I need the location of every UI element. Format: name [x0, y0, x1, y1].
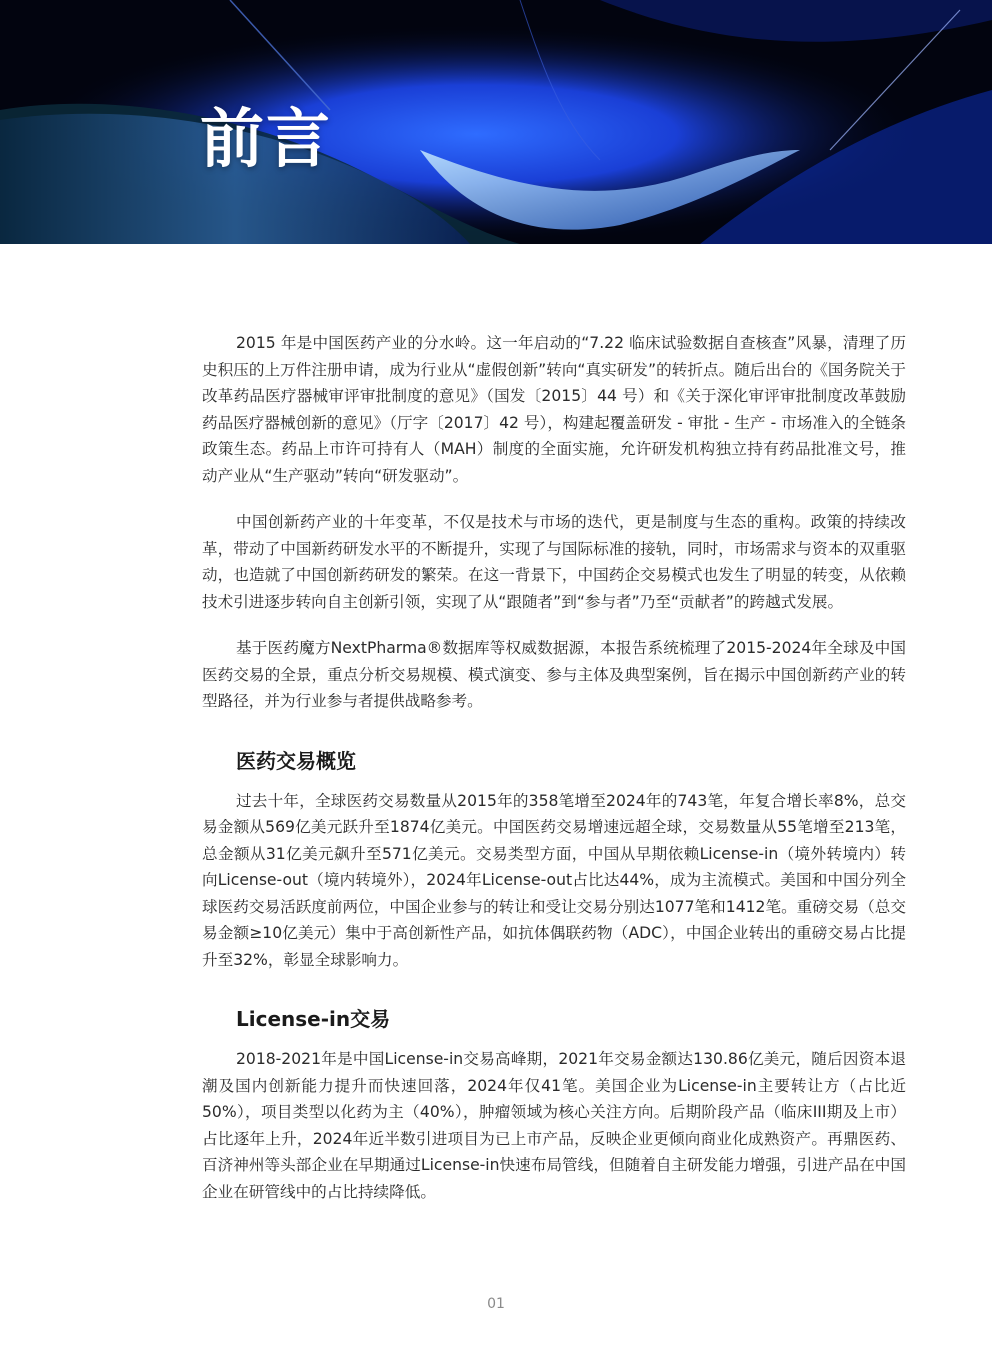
intro-paragraph-3: 基于医药魔方NextPharma®数据库等权威数据源，本报告系统梳理了2015-2024年全球及中国医药交易的全景，重点分析交易规模、模式演变、参与主体及典型案例，旨在揭示中国创新药产业的转型路径，并为行业参与者提供战略参考。 — [202, 639, 906, 710]
section-body-overview: 过去十年，全球医药交易数量从2015年的358笔增至2024年的743笔，年复合增长率8%，总交易金额从569亿美元跃升至1874亿美元。中国医药交易增速远超全球，交易数量从55笔增至213笔，总金额从31亿美元飙升至571亿美元。交易类型方面，中国从早期依赖License-in（境外转境内）转向License-out（境内转境外），2024年License-out占比达44%，成为主流模式。美国和中国分列全球医药交易活跃度前两位，中国企业参与的转让和受让交易分别达1077笔和1412笔。重磅交易（总交易金额≥10亿美元）集中于高创新性产品，如抗体偶联药物（ADC），中国企业转出的重磅交易占比提升至32%，彰显全球影响力。 — [202, 791, 906, 969]
intro-paragraph-1: 2015 年是中国医药产业的分水岭。这一年启动的“7.22 临床试验数据自查核查”风暴，清理了历史积压的上万件注册申请，成为行业从“虚假创新”转向“真实研发”的转折点。随后出台的《国务院关于改革药品医疗器械审评审批制度的意见》（国发〔2015〕44 号）和《关于深化审评审批制度改革鼓励药品医疗器械创新的意见》（厅字〔2017〕42 号），构建起覆盖研发 - 审批 - 生产 - 市场准入的全链条政策生态。药品上市许可持有人（MAH）制度的全面实施，允许研发机构独立持有药品批准文号，推动产业从“生产驱动”转向“研发驱动”。 — [202, 334, 906, 485]
section-heading-overview: 医药交易概览 — [236, 748, 356, 773]
intro-paragraph-2: 中国创新药产业的十年变革，不仅是技术与市场的迭代，更是制度与生态的重构。政策的持续改革，带动了中国新药研发水平的不断提升，实现了与国际标准的接轨，同时，市场需求与资本的双重驱动，也造就了中国创新药研发的繁荣。在这一背景下，中国药企交易模式也发生了明显的转变，从依赖技术引进逐步转向自主创新引领，实现了从“跟随者”到“参与者”乃至“贡献者”的跨越式发展。 — [202, 513, 906, 611]
abstract-wave-background — [0, 0, 992, 244]
header-banner — [0, 0, 992, 244]
main-content — [202, 330, 906, 1205]
page-number: 01 — [487, 1296, 505, 1312]
page-title: 前言 — [200, 103, 332, 177]
section-body-license-in: 2018-2021年是中国License-in交易高峰期，2021年交易金额达130.86亿美元，随后因资本退潮及国内创新能力提升而快速回落，2024年仅41笔。美国企业为License-in主要转让方（占比近50%），项目类型以化药为主（40%），肿瘤领域为核心关注方向。后期阶段产品（临床III期及上市）占比逐年上升，2024年近半数引进项目为已上市产品，反映企业更倾向商业化成熟资产。再鼎医药、百济神州等头部企业在早期通过License-in快速布局管线，但随着自主研发能力增强，引进产品在中国企业在研管线中的占比持续降低。 — [202, 1050, 906, 1201]
section-heading-license-in: License-in交易 — [236, 1007, 391, 1031]
